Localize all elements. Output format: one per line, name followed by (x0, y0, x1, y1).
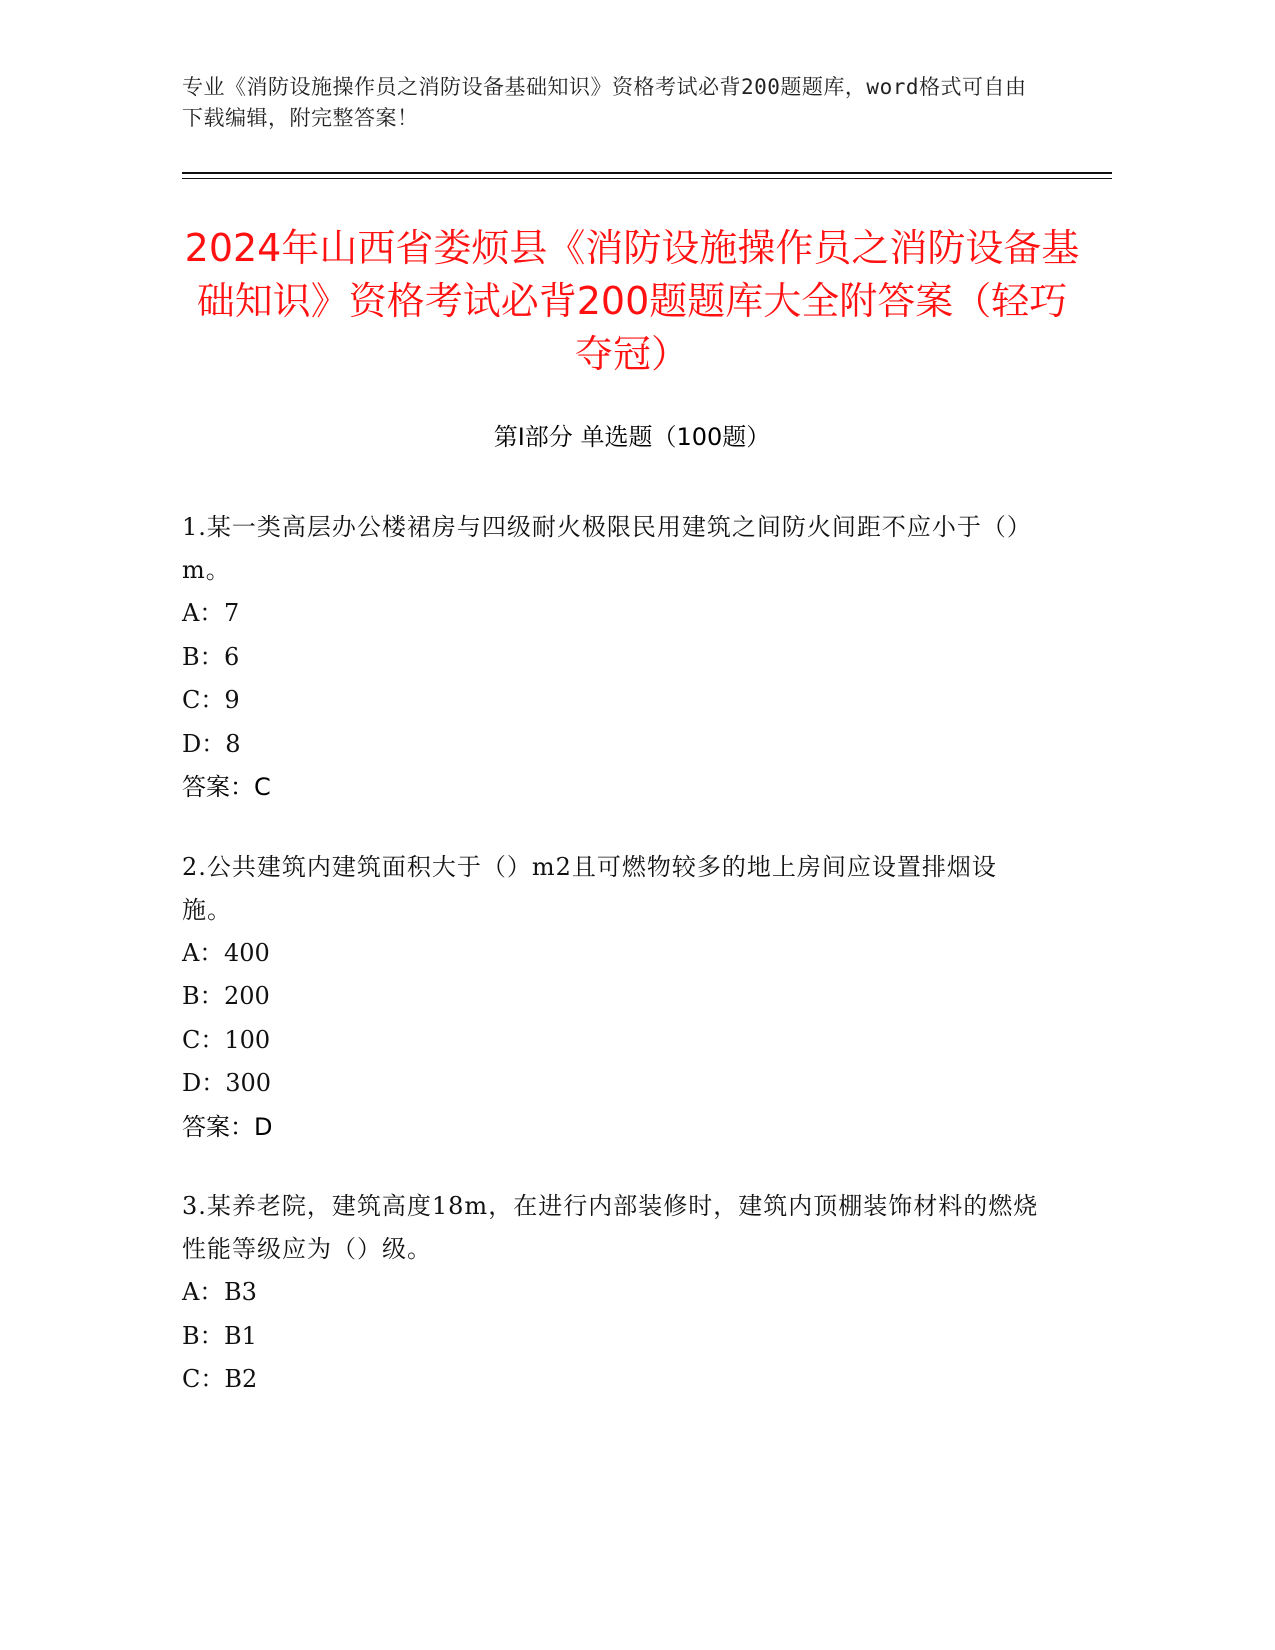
question-2 (182, 846, 1042, 1150)
option-value: 9 (224, 686, 240, 714)
question-1 (182, 506, 1042, 810)
answer-value: D (254, 1112, 273, 1141)
header-divider-thick (182, 172, 1112, 174)
question-stem: 3.某养老院，建筑高度18m，在进行内部装修时，建筑内顶棚装饰材料的燃烧性能等级应为（）级。 (182, 1192, 1039, 1263)
question-stem: 1.某一类高层办公楼裙房与四级耐火极限民用建筑之间防火间距不应小于（）m。 (182, 513, 1032, 584)
question-stem: 2.公共建筑内建筑面积大于（）m2且可燃物较多的地上房间应设置排烟设施。 (182, 852, 997, 924)
option-key: A： (182, 1278, 224, 1306)
option-value: B3 (224, 1278, 257, 1306)
option-d (182, 1062, 1042, 1106)
option-value: B1 (224, 1321, 257, 1350)
option-value: 300 (225, 1069, 272, 1097)
option-a (182, 1271, 1042, 1315)
option-a (182, 592, 1042, 636)
section-title: 第Ⅰ部分 单选题（100题） (493, 423, 771, 451)
option-value: 200 (224, 982, 270, 1010)
question-3 (182, 1185, 1042, 1402)
option-value: B2 (224, 1365, 258, 1393)
option-c (182, 1358, 1042, 1402)
option-value: 100 (224, 1025, 271, 1054)
option-c (182, 679, 1042, 723)
header-note: 专业《消防设施操作员之消防设备基础知识》资格考试必背200题题库，word格式可自由下载编辑，附完整答案！ (182, 75, 1027, 130)
option-value: 7 (224, 599, 240, 627)
option-key: C： (182, 1365, 225, 1393)
option-key: B： (182, 982, 224, 1010)
answer-label: 答案： (182, 773, 254, 801)
answer-line (182, 1106, 1042, 1150)
option-key: C： (182, 686, 225, 714)
option-b (182, 975, 1042, 1019)
question-list (182, 506, 1042, 1438)
option-b (182, 636, 1042, 680)
option-a (182, 932, 1042, 976)
option-b (182, 1315, 1042, 1359)
option-key: A： (182, 938, 224, 967)
answer-line (182, 766, 1042, 810)
option-key: A： (182, 599, 224, 627)
option-key: D： (182, 729, 226, 758)
header-divider-thin (182, 178, 1112, 179)
answer-value: C (254, 773, 271, 801)
document-title: 2024年山西省娄烦县《消防设施操作员之消防设备基础知识》资格考试必背200题题库大全附答案（轻巧夺冠） (184, 226, 1080, 376)
option-value: 400 (224, 938, 270, 967)
option-c (182, 1019, 1042, 1063)
answer-label: 答案： (182, 1112, 254, 1141)
option-key: D： (182, 1069, 226, 1097)
option-key: B： (182, 1321, 224, 1350)
option-d (182, 723, 1042, 767)
option-key: B： (182, 642, 224, 671)
option-value: 8 (225, 729, 241, 758)
option-value: 6 (224, 642, 240, 671)
option-key: C： (182, 1025, 225, 1054)
